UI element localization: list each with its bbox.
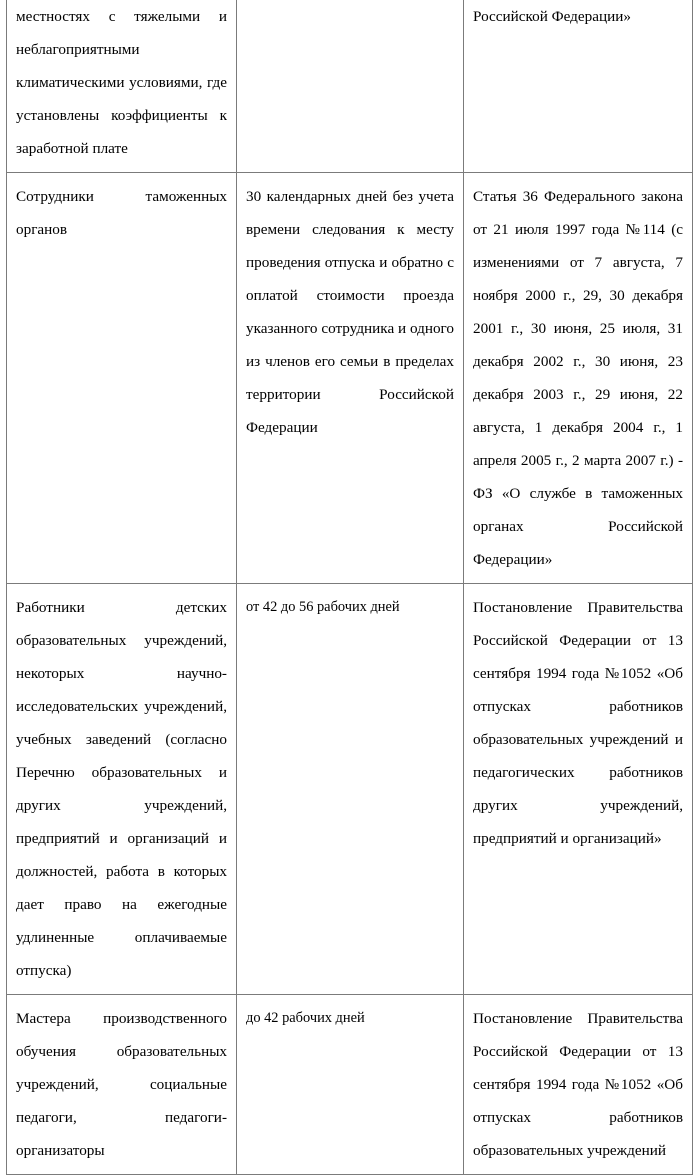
cell-category — [7, 173, 237, 584]
cell-legal-basis — [464, 0, 693, 173]
legal-basis-text: Статья 36 Федерального закона от 21 июля 1997 года №114 (с изменениями от 7 августа, 7 ноября 2000 г., 29, 30 декабря 2001 г., 30 июня, 25 июля, 31 декабря 2002 г., 30 июня, 23 декабря 2003 г., 29 июня, 22 августа, 1 декабря 2004 г., 1 апреля 2005 г., 2 марта 2007 г.) - ФЗ «О службе в таможенных органах Российской Федерации» — [473, 188, 683, 568]
legal-basis-text: Постановление Правительства Российской Федерации от 13 сентября 1994 года №1052 «Об отпусках работников образовательных учреждений и педагогических работников других учреждений, предприятий и организаций» — [473, 599, 683, 847]
cell-duration — [237, 0, 464, 173]
cell-duration — [237, 173, 464, 584]
category-text: Работники детских образовательных учреждений, некоторых научно-исследовательских учреждений, учебных заведений (согласно Перечню образовательных и других учреждений, предприятий и организаций и должностей, работа в которых дает право на ежегодные удлиненные оплачиваемые отпуска) — [16, 599, 227, 979]
legal-basis-text: Российской Федерации» — [473, 8, 631, 25]
cell-duration — [237, 995, 464, 1175]
cell-category — [7, 584, 237, 995]
cell-category — [7, 0, 237, 173]
table-row — [7, 584, 693, 995]
benefits-table — [6, 0, 693, 1175]
table-body — [7, 0, 693, 1175]
cell-legal-basis — [464, 995, 693, 1175]
category-text: Мастера производственного обучения образовательных учреждений, социальные педагоги, педагоги-организаторы — [16, 1010, 227, 1159]
cell-duration — [237, 584, 464, 995]
duration-text: до 42 рабочих дней — [246, 1010, 365, 1026]
duration-text: 30 календарных дней без учета времени следования к месту проведения отпуска и обратно с оплатой стоимости проезда указанного сотрудника и одного из членов его семьи в пределах территории Российской Федерации — [246, 188, 454, 436]
cell-legal-basis — [464, 584, 693, 995]
table-row — [7, 173, 693, 584]
legal-basis-text: Постановление Правительства Российской Федерации от 13 сентября 1994 года №1052 «Об отпусках работников образовательных учреждений — [473, 1010, 683, 1159]
category-text: местностях с тяжелыми и неблагоприятными климатическими условиями, где установлены коэффициенты к заработной плате — [16, 8, 227, 157]
cell-category — [7, 995, 237, 1175]
table-row — [7, 0, 693, 173]
table-row — [7, 995, 693, 1175]
duration-text: от 42 до 56 рабочих дней — [246, 599, 400, 615]
category-text: Сотрудники таможенных органов — [16, 188, 227, 238]
cell-legal-basis — [464, 173, 693, 584]
